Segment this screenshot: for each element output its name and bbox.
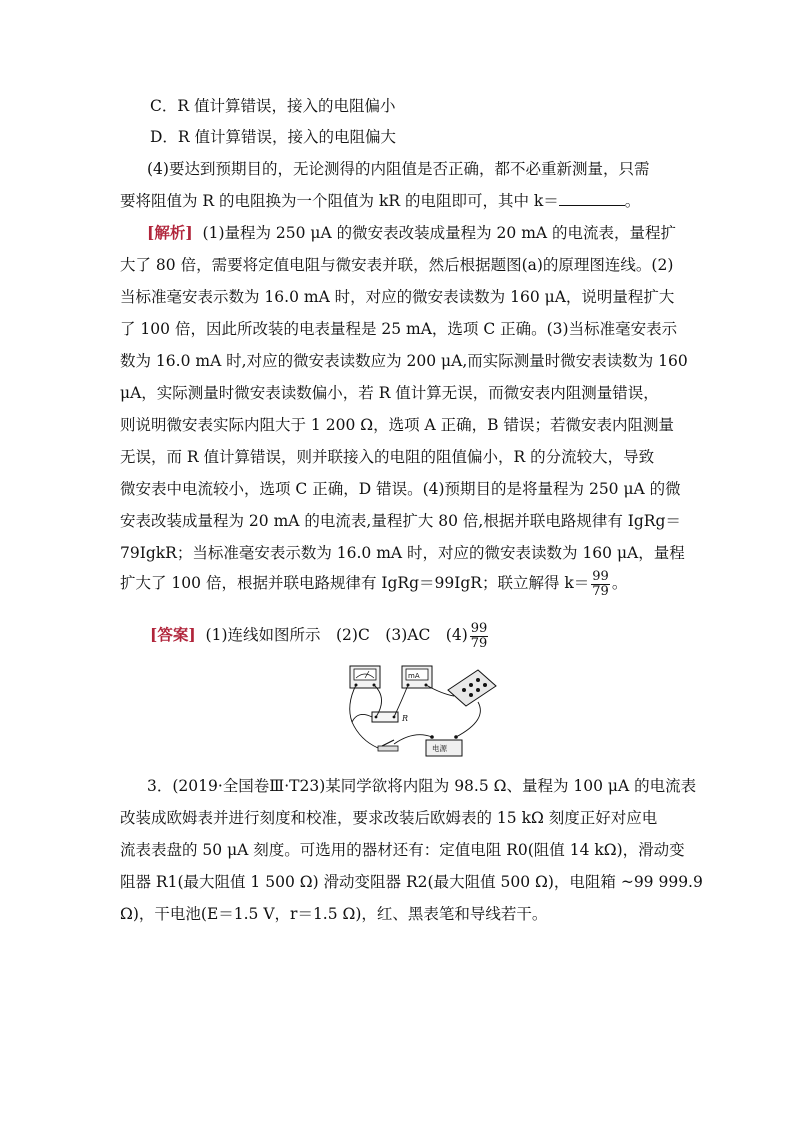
resistor-icon bbox=[372, 712, 408, 723]
milliammeter-icon bbox=[402, 666, 432, 688]
analysis-line-12 bbox=[120, 568, 627, 599]
analysis-line-5: 数为 16.0 mA 时,对应的微安表读数应为 200 μA,而实际测量时微安表读数为 160 bbox=[120, 352, 688, 370]
answer-text: (1)连线如图所示 (2)C (3)AC (4) bbox=[205, 626, 468, 644]
power-label: 电源 bbox=[432, 744, 447, 753]
question-4-line-2 bbox=[120, 191, 640, 211]
microammeter-icon bbox=[350, 666, 380, 688]
meter-label: mA bbox=[408, 672, 420, 680]
question-3-line-4: 阻器 R1(最大阻值 1 500 Ω) 滑动变阻器 R2(最大阻值 500 Ω)，电阻箱 ~99 999.9 bbox=[120, 873, 703, 891]
answer-tag: [答案] bbox=[150, 625, 196, 644]
answer-line bbox=[150, 620, 490, 651]
analysis-text-1: (1)量程为 250 μA 的微安表改装成量程为 20 mA 的电流表，量程扩 bbox=[202, 224, 677, 242]
fraction-numerator: 99 bbox=[592, 568, 609, 584]
analysis-line-8: 无误，而 R 值计算错误，则并联接入的电阻的阻值偏小，R 的分流较大，导致 bbox=[120, 448, 655, 466]
analysis-line-4: 了 100 倍，因此所改装的电表量程是 25 mA，选项 C 正确。(3)当标准毫安表示 bbox=[120, 320, 678, 338]
question-3-line-5: Ω)，干电池(E＝1.5 V，r＝1.5 Ω)，红、黑表笔和导线若干。 bbox=[120, 905, 548, 923]
switch-icon bbox=[378, 740, 398, 751]
question-3-line-3: 流表表盘的 50 μA 刻度。可选用的器材还有：定值电阻 R0(阻值 14 kΩ)，滑动变 bbox=[120, 841, 685, 859]
analysis-line-3: 当标准毫安表示数为 16.0 mA 时，对应的微安表读数为 160 μA，说明量程扩大 bbox=[120, 288, 675, 306]
option-d: D．R 值计算错误，接入的电阻偏大 bbox=[150, 128, 397, 146]
question-3-line-1: 3．(2019·全国卷Ⅲ·T23)某同学欲将内阻为 98.5 Ω、量程为 100 μA 的电流表 bbox=[147, 777, 697, 795]
fraction-denominator: 79 bbox=[592, 583, 609, 599]
resistor-label: R bbox=[402, 714, 409, 723]
answer-fraction bbox=[470, 622, 489, 651]
question-4-line-1: (4)要达到预期目的，无论测得的内阻值是否正确，都不必重新测量，只需 bbox=[147, 160, 650, 178]
answer-fraction-numerator: 99 bbox=[470, 620, 488, 636]
resistance-box-icon bbox=[448, 670, 496, 706]
question-4-text: 要将阻值为 R 的电阻换为一个阻值为 kR 的电阻即可，其中 k＝ bbox=[120, 192, 559, 210]
question-3-line-2: 改装成欧姆表并进行刻度和校准，要求改装后欧姆表的 15 kΩ 刻度正好对应电 bbox=[120, 809, 658, 827]
analysis-line-2: 大了 80 倍，需要将定值电阻与微安表并联，然后根据题图(a)的原理图连线。(2) bbox=[120, 256, 674, 274]
option-c: C．R 值计算错误，接入的电阻偏小 bbox=[150, 97, 396, 115]
answer-fraction-denominator: 79 bbox=[470, 635, 488, 651]
power-supply-icon bbox=[426, 735, 462, 756]
analysis-line-11: 79IgkR；当标准毫安表示数为 16.0 mA 时，对应的微安表读数为 160 μA，量程 bbox=[120, 544, 685, 562]
answer-blank bbox=[559, 191, 625, 206]
analysis-text-12: 扩大了 100 倍，根据并联电路规律有 IgRg＝99IgR；联立解得 k＝ bbox=[120, 574, 590, 592]
analysis-line-9: 微安表中电流较小，选项 C 正确，D 错误。(4)预期目的是将量程为 250 μA 的微 bbox=[120, 480, 681, 498]
analysis-line-1 bbox=[147, 223, 676, 243]
analysis-end: 。 bbox=[611, 574, 628, 592]
analysis-tag: [解析] bbox=[147, 223, 193, 242]
analysis-line-6: μA，实际测量时微安表读数偏小，若 R 值计算无误，而微安表内阻测量错误， bbox=[120, 384, 659, 402]
question-4-end: 。 bbox=[624, 192, 641, 210]
k-fraction bbox=[591, 570, 610, 599]
analysis-line-10: 安表改装成量程为 20 mA 的电流表,量程扩大 80 倍,根据并联电路规律有 IgRg＝ bbox=[120, 512, 681, 530]
analysis-line-7: 则说明微安表实际内阻大于 1 200 Ω，选项 A 正确，B 错误；若微安表内阻测量 bbox=[120, 416, 674, 434]
circuit-figure bbox=[338, 660, 498, 765]
